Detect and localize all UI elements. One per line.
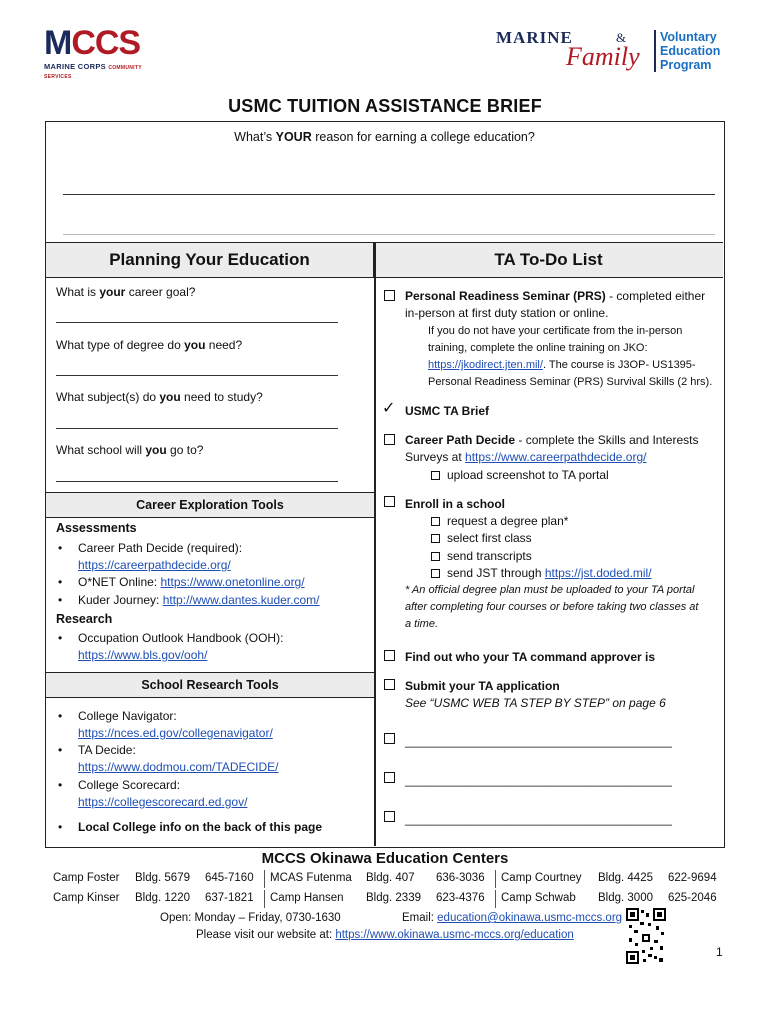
sub-checkbox[interactable] xyxy=(431,517,440,526)
checkbox-blank[interactable] xyxy=(384,811,395,822)
todo-career-path-decide: Career Path Decide - complete the Skills and Interests Surveys at https://www.careerpathdecide.org/ xyxy=(405,433,699,464)
todo-header: TA To-Do List xyxy=(374,242,723,278)
email-link[interactable]: education@okinawa.usmc-mccs.org xyxy=(437,912,623,924)
page-number: 1 xyxy=(716,945,723,959)
hours: Open: Monday – Friday, 0730-1630 xyxy=(160,912,341,924)
bullet: • xyxy=(58,575,63,589)
bullet: • xyxy=(58,541,63,555)
todo-enroll: Enroll in a school xyxy=(405,497,506,511)
question-career-goal: What is your career goal? xyxy=(56,285,196,299)
answer-line[interactable] xyxy=(56,322,338,323)
checkbox-blank[interactable] xyxy=(384,772,395,783)
prs-note: If you do not have your certificate from the in-person training, complete the online training on JKO: https://jkodirect.jten.mil/. The course is J3OP- US1395- Personal Readiness Seminar (PRS) Survival Skills (2 hrs). xyxy=(428,325,713,388)
todo-ta-brief: USMC TA Brief xyxy=(405,404,489,418)
reason-prompt: What’s YOUR reason for earning a college education? xyxy=(234,130,535,144)
qr-code-icon[interactable] xyxy=(626,908,666,964)
list-item: Kuder Journey: http://www.dantes.kuder.com/ xyxy=(78,593,320,607)
list-item: TA Decide: https://www.dodmou.com/TADECIDE/ xyxy=(78,743,279,774)
checkbox-blank[interactable] xyxy=(384,733,395,744)
jst-link[interactable]: https://jst.doded.mil/ xyxy=(544,566,652,580)
checkbox-cpd[interactable] xyxy=(384,434,395,445)
answer-line[interactable] xyxy=(56,428,338,429)
sub-checkbox[interactable] xyxy=(431,471,440,480)
careerpathdecide-link[interactable]: https://careerpathdecide.org/ xyxy=(78,558,231,572)
list-item: College Scorecard: https://collegescorecard.ed.gov/ xyxy=(78,778,248,809)
answer-line[interactable] xyxy=(56,481,338,482)
subitem-jst: send JST through https://jst.doded.mil/ xyxy=(431,566,652,580)
subitem-degree-plan: request a degree plan* xyxy=(431,514,568,528)
list-item: O*NET Online: https://www.onetonline.org/ xyxy=(78,575,305,589)
website-line: Please visit our website at: https://www.okinawa.usmc-mccs.org/education xyxy=(196,929,574,941)
subitem-first-class: select first class xyxy=(431,531,532,545)
sub-checkbox[interactable] xyxy=(431,552,440,561)
checkmark-icon[interactable]: ✓ xyxy=(382,400,396,417)
list-item: College Navigator: https://nces.ed.gov/collegenavigator/ xyxy=(78,709,273,740)
checkbox-enroll[interactable] xyxy=(384,496,395,507)
sub-checkbox[interactable] xyxy=(431,534,440,543)
bullet: • xyxy=(58,631,63,645)
bullet: • xyxy=(58,709,63,723)
list-item: Career Path Decide (required): https://careerpathdecide.org/ xyxy=(78,541,243,572)
bullet: • xyxy=(58,778,63,792)
college-navigator-link[interactable]: https://nces.ed.gov/collegenavigator/ xyxy=(78,726,273,740)
checkbox-approver[interactable] xyxy=(384,650,395,661)
bullet: • xyxy=(58,593,63,607)
question-degree-type: What type of degree do you need? xyxy=(56,338,243,352)
reason-answer-line[interactable] xyxy=(63,194,715,195)
onet-link[interactable]: https://www.onetonline.org/ xyxy=(160,575,305,589)
assessments-label: Assessments xyxy=(56,521,137,535)
todo-submit: Submit your TA application See “USMC WEB TA STEP BY STEP” on page 6 xyxy=(405,679,666,710)
question-school: What school will you go to? xyxy=(56,443,204,457)
jko-link[interactable]: https://jkodirect.jten.mil/ xyxy=(428,359,543,371)
ooh-link[interactable]: https://www.bls.gov/ooh/ xyxy=(78,648,208,662)
email-line: Email: education@okinawa.usmc-mccs.org xyxy=(402,912,623,924)
college-scorecard-link[interactable]: https://collegescorecard.ed.gov/ xyxy=(78,795,248,809)
subitem-upload-screenshot: upload screenshot to TA portal xyxy=(431,468,609,482)
footer-title: MCCS Okinawa Education Centers xyxy=(261,850,509,867)
answer-line[interactable] xyxy=(56,375,338,376)
blank-todo-line[interactable]: ________________________________________ xyxy=(405,812,672,826)
todo-approver: Find out who your TA command approver is xyxy=(405,650,656,664)
career-tools-header: Career Exploration Tools xyxy=(46,492,374,518)
bullet: • xyxy=(58,820,63,834)
brief-frame xyxy=(45,121,725,848)
planning-header: Planning Your Education xyxy=(46,242,374,278)
column-divider xyxy=(374,242,376,846)
checkbox-prs[interactable] xyxy=(384,290,395,301)
marine-family-logo: MARINE & Family Voluntary Education Program xyxy=(496,28,721,72)
divider xyxy=(63,234,715,235)
sub-checkbox[interactable] xyxy=(431,569,440,578)
mccs-logo-subtitle: MARINE CORPS xyxy=(44,62,106,71)
blank-todo-line[interactable]: ________________________________________ xyxy=(405,734,672,748)
careerpathdecide-link-2[interactable]: https://www.careerpathdecide.org/ xyxy=(465,450,647,464)
checkbox-submit[interactable] xyxy=(384,679,395,690)
bullet: • xyxy=(58,743,63,757)
list-item: Local College info on the back of this page xyxy=(78,820,323,834)
blank-todo-line[interactable]: ________________________________________ xyxy=(405,773,672,787)
mccs-logo: MCCS MARINE CORPS COMMUNITY SERVICES xyxy=(44,24,142,80)
subitem-transcripts: send transcripts xyxy=(431,549,532,563)
school-tools-header: School Research Tools xyxy=(46,672,374,698)
question-subjects: What subject(s) do you need to study? xyxy=(56,390,263,404)
enroll-note: * An official degree plan must be uploaded to your TA portal after completing four courses or before taking two classes at a time. xyxy=(405,584,699,630)
kuder-link[interactable]: http://www.dantes.kuder.com/ xyxy=(162,593,320,607)
list-item: Occupation Outlook Handbook (OOH): https://www.bls.gov/ooh/ xyxy=(78,631,284,662)
research-label: Research xyxy=(56,612,113,626)
page-title: USMC TUITION ASSISTANCE BRIEF xyxy=(228,96,542,116)
ta-decide-link[interactable]: https://www.dodmou.com/TADECIDE/ xyxy=(78,760,279,774)
website-link[interactable]: https://www.okinawa.usmc-mccs.org/education xyxy=(335,929,574,941)
todo-prs: Personal Readiness Seminar (PRS) - completed either in-person at first duty station or online. xyxy=(405,289,706,320)
